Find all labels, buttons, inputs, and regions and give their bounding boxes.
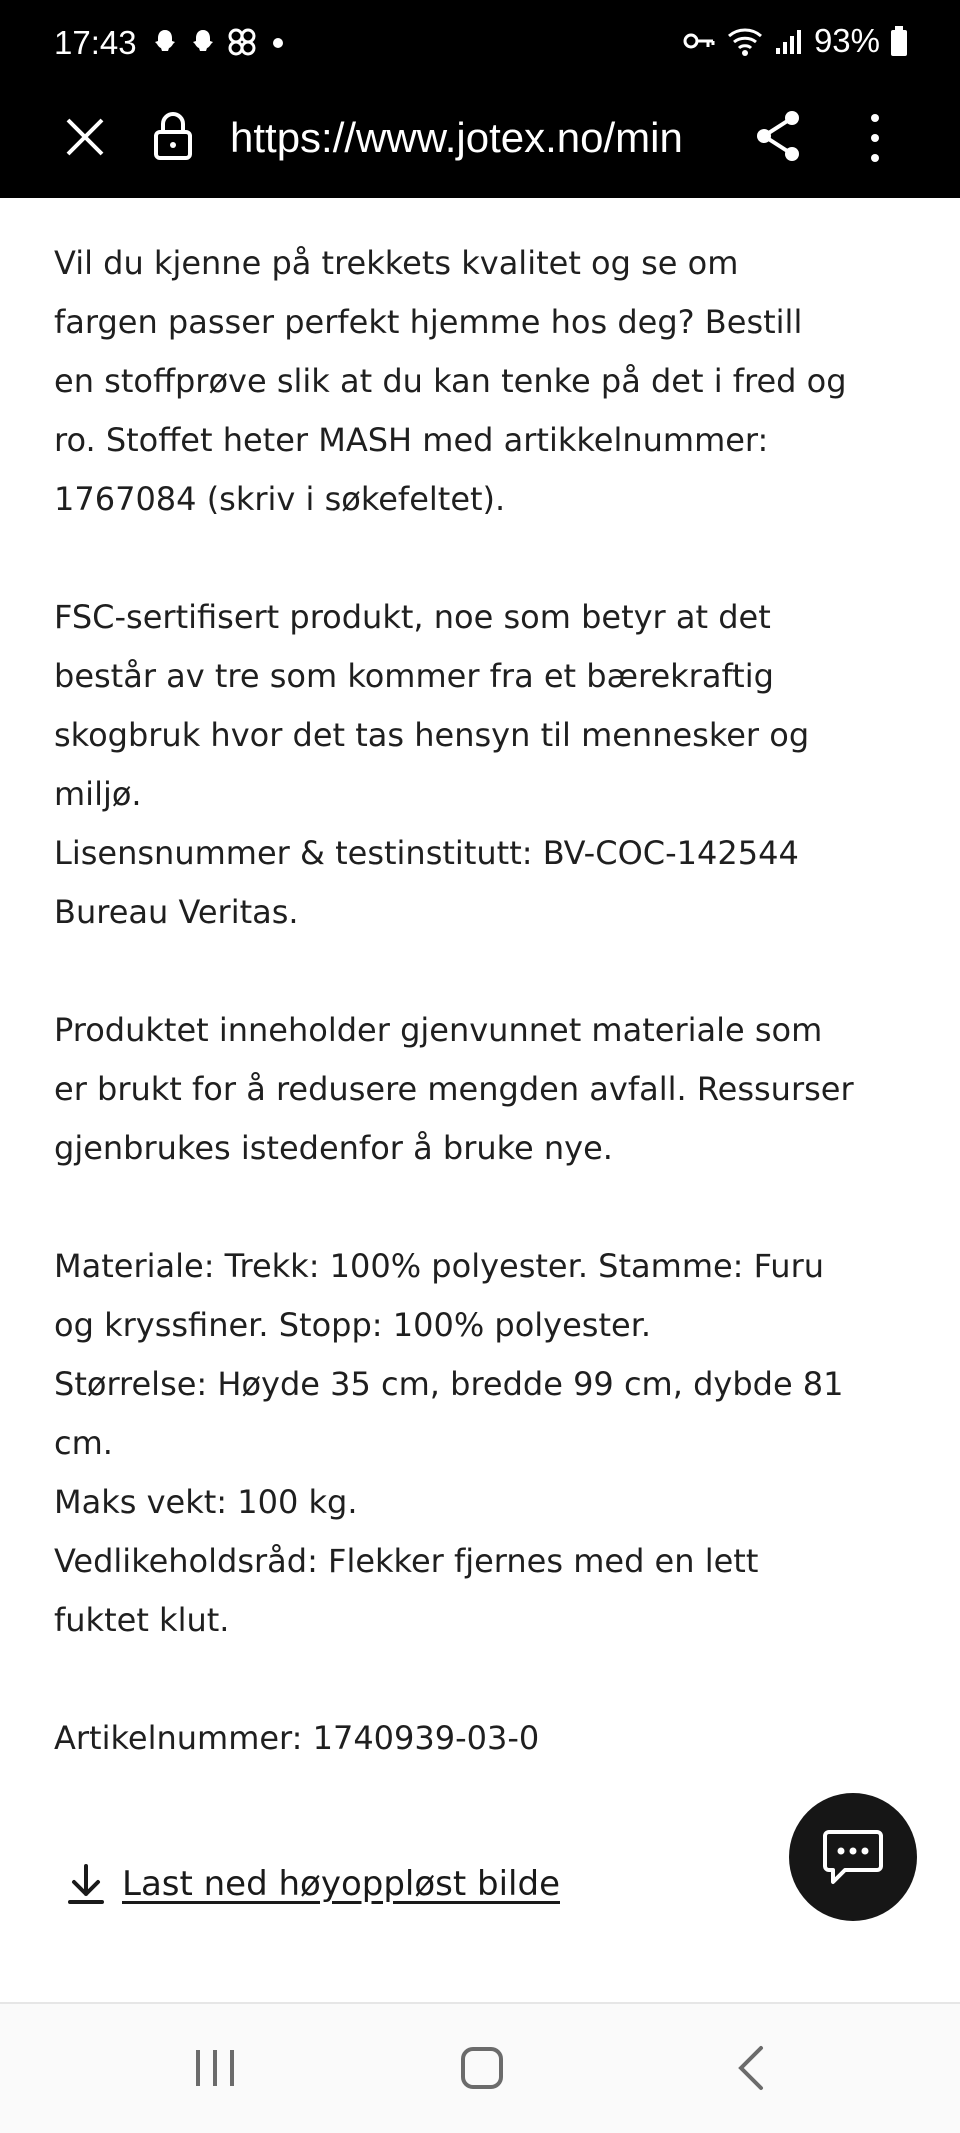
system-icons xyxy=(682,22,908,60)
more-options-icon[interactable] xyxy=(860,108,890,168)
download-icon xyxy=(66,1862,106,1906)
chat-icon xyxy=(821,1826,885,1888)
recycled-material-paragraph xyxy=(54,1001,914,1178)
text-line: Materiale: Trekk: 100% polyester. Stamme: Furu xyxy=(54,1247,824,1285)
battery-percentage: 93% xyxy=(813,22,880,59)
text-line: ro. Stoffet heter MASH med artikkelnummer: xyxy=(54,421,769,459)
text-line: Størrelse: Høyde 35 cm, bredde 99 cm, dybde 81 xyxy=(54,1365,844,1403)
text-line: 1767084 (skriv i søkefeltet). xyxy=(54,480,506,518)
specifications-paragraph xyxy=(54,1237,914,1650)
text-line: Produktet inneholder gjenvunnet materiale som xyxy=(54,1011,823,1049)
status-bar xyxy=(0,0,960,90)
signal-icon xyxy=(774,26,804,56)
key-icon xyxy=(682,26,716,56)
browser-top-bar xyxy=(0,0,960,198)
system-navigation-bar xyxy=(0,2004,960,2133)
text-line: gjenbrukes istedenfor å bruke nye. xyxy=(54,1129,613,1167)
fsc-paragraph xyxy=(54,588,914,942)
wifi-icon xyxy=(726,24,764,58)
text-line: er brukt for å redusere mengden avfall. Ressurser xyxy=(54,1070,854,1108)
notification-icons xyxy=(150,26,290,58)
recent-apps-icon[interactable] xyxy=(192,2046,238,2090)
url-bar xyxy=(0,98,960,178)
pinwheel-icon xyxy=(226,26,258,58)
fabric-sample-paragraph xyxy=(54,234,914,529)
download-label[interactable]: Last ned høyoppløst bilde xyxy=(122,1864,560,1904)
text-line: Artikelnummer: 1740939-03-0 xyxy=(54,1719,540,1757)
text-line: Maks vekt: 100 kg. xyxy=(54,1483,358,1521)
share-icon[interactable] xyxy=(752,108,804,164)
article-number-paragraph xyxy=(54,1709,914,1768)
text-line: og kryssfiner. Stopp: 100% polyester. xyxy=(54,1306,652,1344)
text-line: skogbruk hvor det tas hensyn til mennesker og xyxy=(54,716,810,754)
snapchat-icon xyxy=(150,27,180,57)
download-image-link[interactable] xyxy=(66,1862,560,1906)
text-line: Vedlikeholdsråd: Flekker fjernes med en lett xyxy=(54,1542,759,1580)
status-time: 17:43 xyxy=(54,24,137,61)
lock-icon[interactable] xyxy=(152,110,194,162)
url-text[interactable]: https://www.jotex.no/min xyxy=(230,114,683,161)
text-line: en stoffprøve slik at du kan tenke på det i fred og xyxy=(54,362,847,400)
home-icon[interactable] xyxy=(460,2046,504,2090)
text-line: Vil du kjenne på trekkets kvalitet og se om xyxy=(54,244,739,282)
battery-icon xyxy=(890,25,908,57)
dot-icon xyxy=(266,27,290,57)
close-icon[interactable] xyxy=(60,112,110,162)
text-line: består av tre som kommer fra et bærekraftig xyxy=(54,657,774,695)
text-line: Lisensnummer & testinstitutt: BV-COC-142544 xyxy=(54,834,799,872)
chat-button[interactable] xyxy=(789,1793,917,1921)
text-line: FSC-sertifisert produkt, noe som betyr at det xyxy=(54,598,771,636)
text-line: Bureau Veritas. xyxy=(54,893,299,931)
text-line: fargen passer perfekt hjemme hos deg? Bestill xyxy=(54,303,803,341)
product-description xyxy=(54,234,914,1827)
back-icon[interactable] xyxy=(735,2044,767,2092)
text-line: cm. xyxy=(54,1424,113,1462)
text-line: miljø. xyxy=(54,775,142,813)
snapchat-icon xyxy=(188,27,218,57)
text-line: fuktet klut. xyxy=(54,1601,230,1639)
